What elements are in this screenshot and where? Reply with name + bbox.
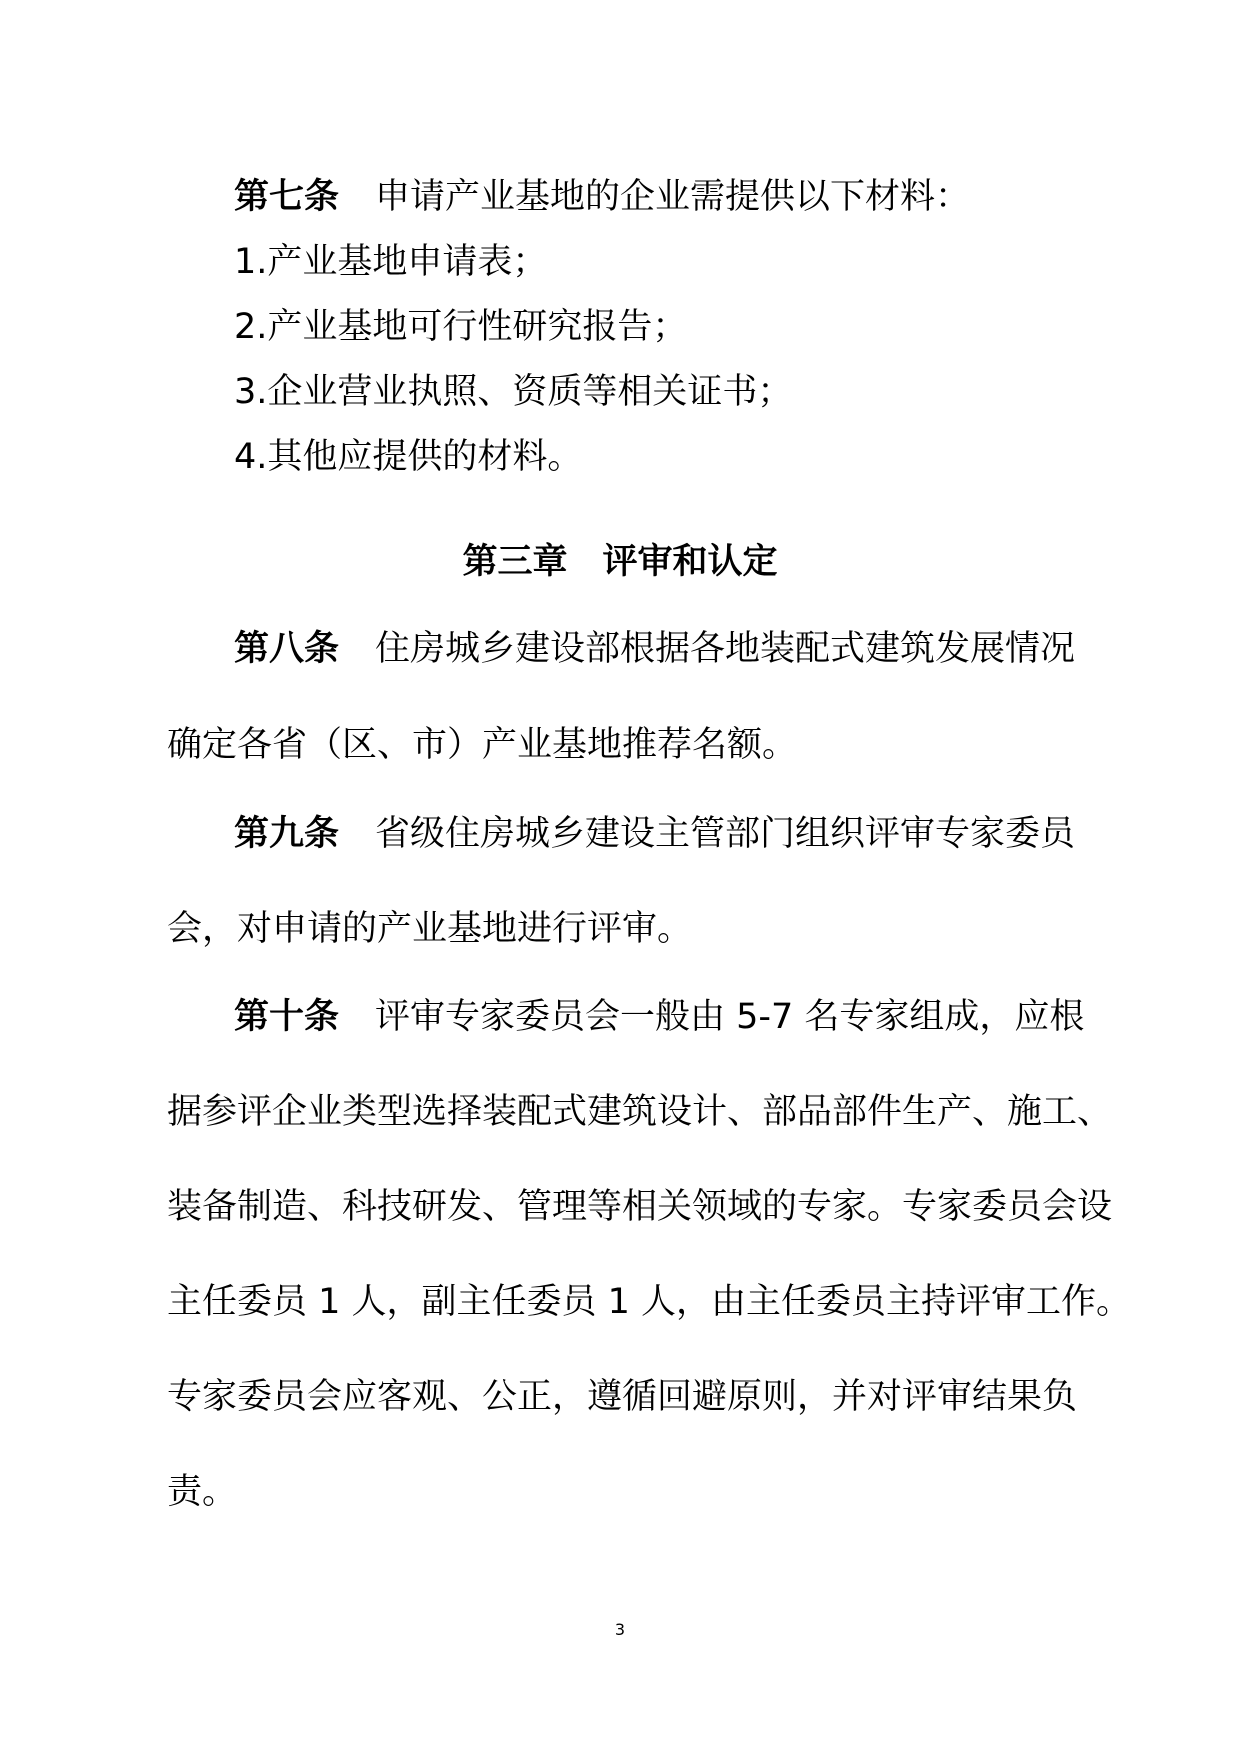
article-10-line-1	[234, 995, 1084, 1039]
article-9-line-1	[234, 812, 1075, 856]
article-7-label: 第七条	[234, 177, 340, 217]
article-10-line-5: 专家委员会应客观、公正，遵循回避原则，并对评审结果负	[167, 1377, 1078, 1417]
article-8-line-2: 确定各省（区、市）产业基地推荐名额。	[167, 725, 798, 765]
article-7-item-4: 4.其他应提供的材料。	[234, 437, 583, 477]
page-number: 3	[614, 1620, 626, 1639]
article-9-line-2: 会，对申请的产业基地进行评审。	[167, 909, 693, 949]
article-8-label: 第八条	[234, 629, 340, 669]
article-9-text-1: 省级住房城乡建设主管部门组织评审专家委员	[375, 814, 1076, 854]
chapter-3-title: 第三章 评审和认定	[462, 542, 778, 582]
article-7-heading-line	[234, 175, 970, 219]
article-10-line-3: 装备制造、科技研发、管理等相关领域的专家。专家委员会设	[167, 1187, 1113, 1227]
article-7-item-2: 2.产业基地可行性研究报告；	[234, 307, 688, 347]
article-10-line-4: 主任委员 1 人，副主任委员 1 人，由主任委员主持评审工作。	[167, 1282, 1132, 1322]
article-8-line-1	[234, 627, 1075, 671]
article-9-label: 第九条	[234, 814, 340, 854]
article-10-label: 第十条	[234, 997, 340, 1037]
article-7-text: 申请产业基地的企业需提供以下材料：	[375, 177, 971, 217]
article-7-item-1: 1.产业基地申请表；	[234, 242, 548, 282]
article-10-text-1: 评审专家委员会一般由 5-7 名专家组成，应根	[375, 997, 1085, 1037]
article-8-text-1: 住房城乡建设部根据各地装配式建筑发展情况	[375, 629, 1076, 669]
article-10-line-2: 据参评企业类型选择装配式建筑设计、部品部件生产、施工、	[167, 1092, 1113, 1132]
article-7-item-3: 3.企业营业执照、资质等相关证书；	[234, 372, 793, 412]
article-10-line-6: 责。	[167, 1472, 238, 1512]
